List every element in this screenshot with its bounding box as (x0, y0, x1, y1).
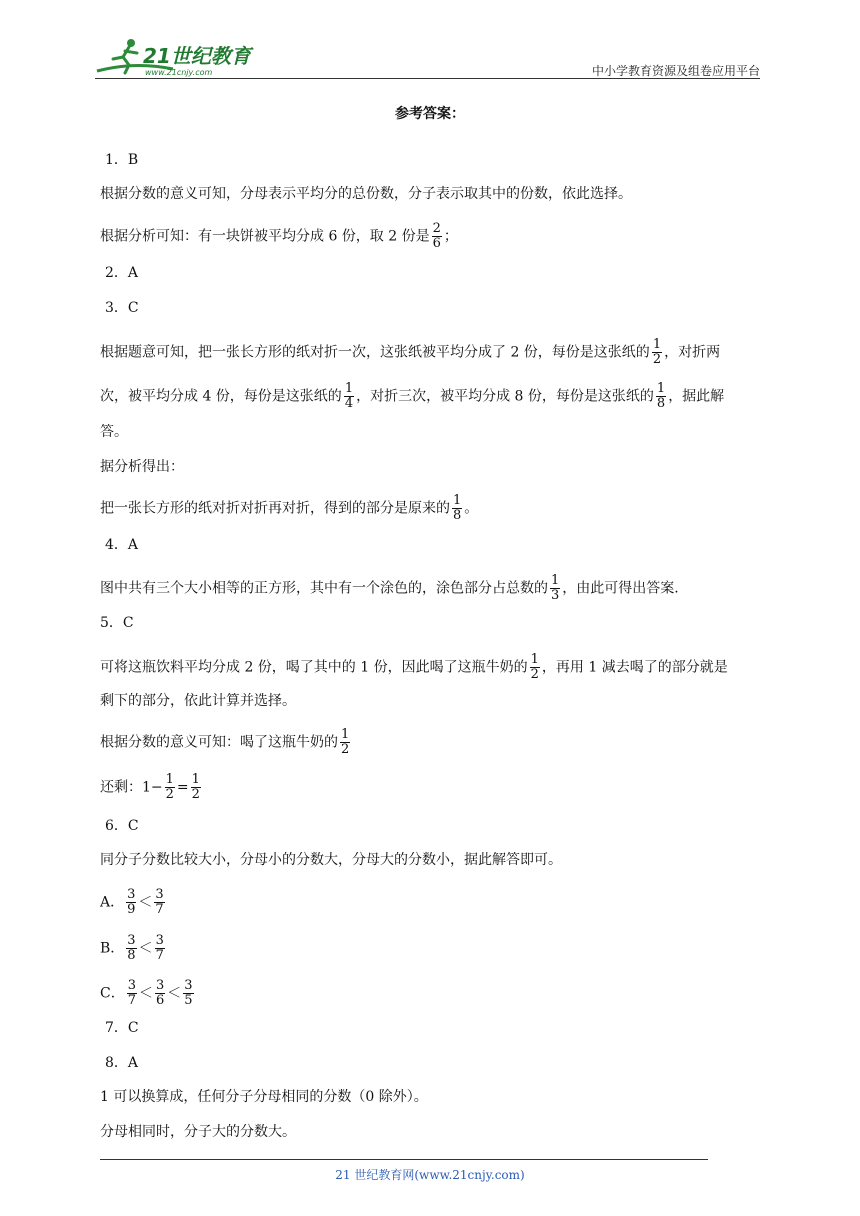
fraction: $\frac{1}{2}$ (530, 652, 539, 682)
text-line: 同分子分数比较大小，分母小的分数大，分母大的分数小，据此解答即可。 (100, 852, 562, 868)
fraction: $\frac{2}{6}$ (432, 221, 441, 251)
text-line: 答。 (100, 424, 128, 440)
answer-5: 5．C (100, 615, 134, 631)
answer-7: 7．C (105, 1020, 139, 1036)
footer-divider (100, 1159, 708, 1160)
page-header (95, 30, 760, 78)
fraction: $\frac{3}{9}$ (127, 887, 136, 917)
fraction: $\frac{1}{2}$ (341, 727, 350, 757)
text-line: 次，被平均分成 4 份，每份是这张纸的 $\frac{1}{4}$ ，对折三次，被平均分成 8 份，每份是这张纸的 $\frac{1}{8}$ ，据此解 (100, 381, 725, 411)
answer-1: 1．B (105, 152, 139, 168)
site-logo (95, 35, 265, 77)
option-c: C． $\frac{3}{7}$ ＜ $\frac{3}{6}$ ＜ $\frac{3}{5}$ (100, 978, 193, 1008)
fraction: $\frac{1}{8}$ (453, 493, 462, 523)
fraction: $\frac{1}{2}$ (191, 772, 200, 802)
fraction: $\frac{3}{7}$ (155, 887, 164, 917)
text-line: 根据分数的意义可知：喝了这瓶牛奶的 $\frac{1}{2}$ (100, 727, 350, 757)
fraction: $\frac{3}{7}$ (155, 933, 164, 963)
fraction: $\frac{1}{3}$ (551, 573, 560, 603)
text-line: 根据分数的意义可知，分母表示平均分的总份数，分子表示取其中的份数，依此选择。 (100, 186, 632, 202)
text-line: 根据分析可知：有一块饼被平均分成 6 份，取 2 份是 $\frac{2}{6}$ ； (100, 221, 458, 251)
text-line: 把一张长方形的纸对折对折再对折，得到的部分是原来的 $\frac{1}{8}$ 。 (100, 493, 479, 523)
fraction: $\frac{1}{8}$ (656, 381, 666, 411)
fraction: $\frac{3}{8}$ (127, 933, 136, 963)
header-divider (95, 78, 760, 79)
text-line: 可将这瓶饮料平均分成 2 份，喝了其中的 1 份，因此喝了这瓶牛奶的 $\frac{1}{2}$ ，再用 1 减去喝了的部分就是 (100, 652, 728, 682)
answer-8: 8．A (105, 1055, 139, 1071)
fraction: $\frac{1}{4}$ (344, 381, 354, 411)
svg-text:www.21cnjy.com: www.21cnjy.com (145, 68, 213, 77)
fraction: $\frac{1}{2}$ (652, 337, 662, 367)
text-line: 剩下的部分，依此计算并选择。 (100, 693, 296, 709)
answer-4: 4．A (105, 537, 139, 553)
fraction: $\frac{3}{5}$ (184, 978, 193, 1008)
text-line: 图中共有三个大小相等的正方形，其中有一个涂色的，涂色部分占总数的 $\frac{1}{3}$ ，由此可得出答案. (100, 573, 679, 603)
svg-text:21世纪教育: 21世纪教育 (143, 44, 251, 68)
option-b: B． $\frac{3}{8}$ ＜ $\frac{3}{7}$ (100, 933, 164, 963)
answer-6: 6．C (105, 818, 139, 834)
answer-2: 2．A (105, 265, 139, 281)
text-line: 分母相同时，分子大的分数大。 (100, 1124, 296, 1140)
page-title: 参考答案： (395, 106, 465, 122)
footer-link[interactable]: 21 世纪教育网(www.21cnjy.com) (335, 1168, 525, 1182)
fraction: $\frac{3}{7}$ (127, 978, 136, 1008)
text-line: 还剩：1− $\frac{1}{2}$ = $\frac{1}{2}$ (100, 772, 200, 802)
option-a: A． $\frac{3}{9}$ ＜ $\frac{3}{7}$ (100, 887, 164, 917)
platform-name: 中小学教育资源及组卷应用平台 (591, 64, 760, 78)
text-line: 1 可以换算成，任何分子分母相同的分数（0 除外）。 (100, 1089, 428, 1105)
text-line: 根据题意可知，把一张长方形的纸对折一次，这张纸被平均分成了 2 份，每份是这张纸的 $\frac{1}{2}$ ，对折两 (100, 337, 721, 367)
text-line: 据分析得出： (100, 459, 184, 475)
fraction: $\frac{3}{6}$ (156, 978, 165, 1008)
fraction: $\frac{1}{2}$ (165, 772, 174, 802)
answer-3: 3．C (105, 300, 139, 316)
